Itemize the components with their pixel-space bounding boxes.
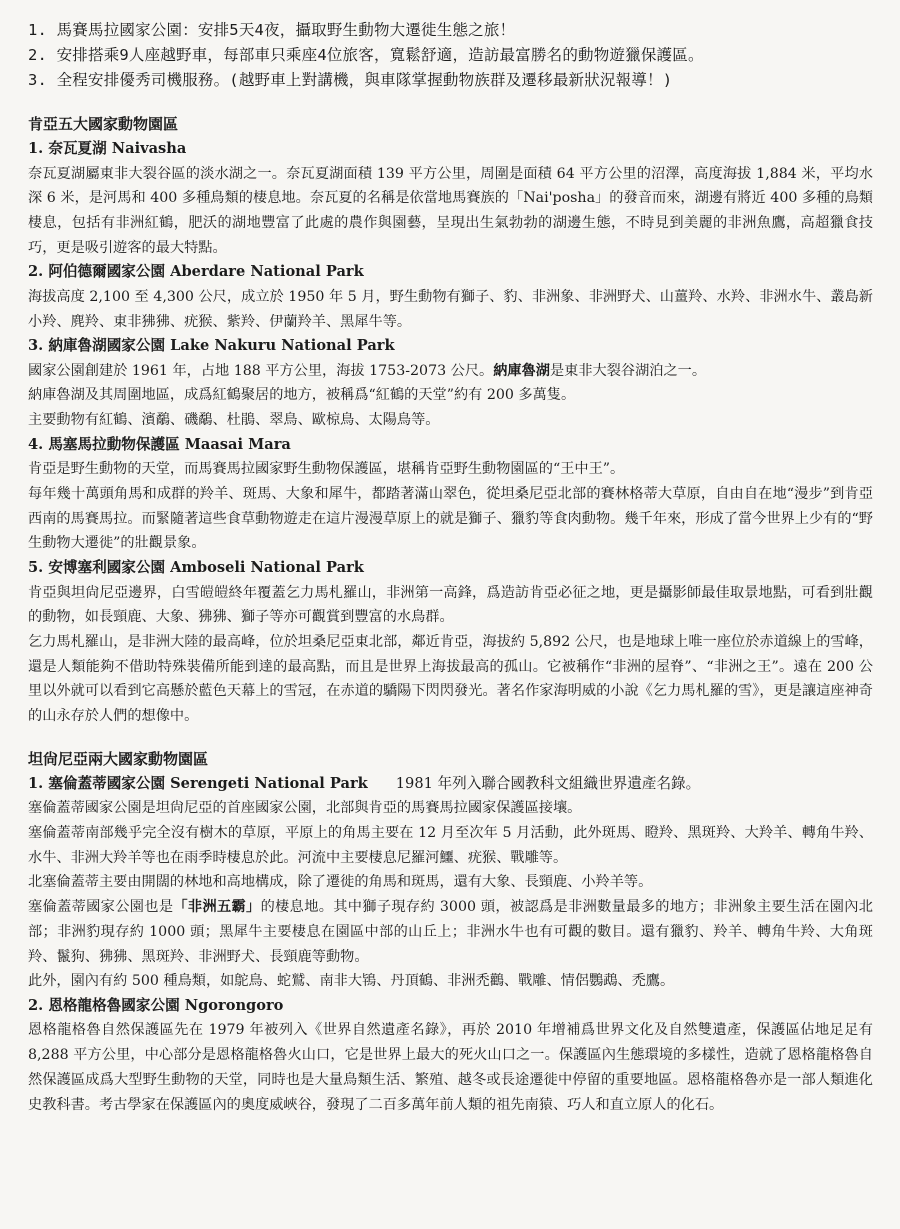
highlighted-name: 「非洲五霸」 [173,899,261,916]
park-paragraph: 此外，園內有約 500 種鳥類，如鴕鳥、蛇鷲、南非大鴇、丹頂鶴、非洲禿鸛、戰雕、情侶鸚鵡、禿鷹。 [28,973,675,990]
park-title: 1. 塞倫蓋蒂國家公園 Serengeti National Park [28,774,368,792]
park-title: 1. 奈瓦夏湖 Naivasha [28,140,187,157]
park-paragraph: 海拔高度 2,100 至 4,300 公尺，成立於 1950 年 5 月，野生動物有獅子、豹、非洲象、非洲野犬、山薑羚、水羚、非洲水牛、叢島新小羚、麂羚、東非狒狒、疣猴、紫羚、伊蘭羚羊、黑犀牛等。 [28,288,873,330]
park-paragraph: 恩格龍格魯自然保護區先在 1979 年被列入《世界自然遺產名錄》，再於 2010 年增補爲世界文化及自然雙遺產，保護區佔地足足有 8,288 平方公里，中心部分是恩格龍格魯火山口，它是世界上最大的死火山口之一。保護區內生態環境的多樣性，造就了恩格龍格魯自然保護區成爲大型野生動物的天堂，同時也是大量鳥類生活、繁殖、越冬或長途遷徙中停留的重要地區。恩格龍格魯亦是一部人類進化史教科書。考古學家在保護區內的奧度威峽谷，發現了二百多萬年前人類的祖先南猿、巧人和直立原人的化石。 [28,1022,873,1113]
park-ngorongoro [28,994,873,1117]
region-heading-tanzania: 坦尙尼亞兩大國家動物園區 [28,749,209,768]
section-spacer [28,729,873,747]
park-descriptions [28,112,873,1117]
park-paragraph: 納庫魯湖及其周圍地區，成爲紅鶴聚居的地方，被稱爲“紅鶴的天堂”約有 200 多萬隻。 [28,387,576,404]
park-lake-nakuru [28,334,873,433]
park-paragraph: 塞倫蓋蒂南部幾乎完全沒有樹木的草原，平原上的角馬主要在 12 月至次年 5 月活動，此外斑馬、瞪羚、黑斑羚、大羚羊、轉角牛羚、水牛、非洲大羚羊等也在雨季時棲息於此。河流中主要棲息尼羅河鱷、疣猴、戰雕等。 [28,825,873,866]
park-title-row [28,772,873,797]
park-paragraph: 塞倫蓋蒂國家公園是坦尙尼亞的首座國家公園，北部與肯亞的馬賽馬拉國家保護區接壤。 [28,800,582,817]
paragraph-text: 的棲息地。其中獅子現存約 3000 頭，被認爲是非洲數量最多的地方；非洲象主要生活在園內北部；非洲豹現存約 1000 頭；黑犀牛主要棲息在園區中部的山丘上；非洲水牛也有可觀的數目。還有獵豹、羚羊、轉角牛羚、大角斑羚、鬣狗、狒狒、黑斑羚、非洲野犬、長頸鹿等動物。 [28,899,873,965]
park-paragraph: 北塞倫蓋蒂主要由開闊的林地和高地構成，除了遷徙的角馬和斑馬，還有大象、長頸鹿、小羚羊等。 [28,874,653,891]
highlight-line: 1. 馬賽馬拉國家公園：安排5天4夜，攝取野生動物大遷徙生態之旅！ [28,21,516,39]
paragraph-text: 是東非大裂谷湖泊之一。 [549,362,707,379]
paragraph-text: 國家公園創建於 1961 年，占地 188 平方公里，海拔 1753-2073 公尺。 [28,362,494,379]
highlight-line: 3. 全程安排優秀司機服務。(越野車上對講機，與車隊掌握動物族群及遷移最新狀況報導！) [28,71,673,89]
park-title: 5. 安博塞利國家公園 Amboseli National Park [28,559,364,577]
highlight-line: 2. 安排搭乘9人座越野車，每部車只乘座4位旅客，寬鬆舒適，造訪最富勝名的動物遊獵保護區。 [28,46,704,64]
park-naivasha [28,137,873,260]
park-paragraph [28,895,873,969]
park-paragraph: 肯亞是野生動物的天堂，而馬賽馬拉國家野生動物保護區，堪稱肯亞野生動物園區的“王中王”。 [28,461,625,478]
highlighted-name: 納庫魯湖 [493,362,550,379]
park-title: 4. 馬塞馬拉動物保護區 Maasai Mara [28,435,291,453]
park-title: 2. 阿伯德爾國家公園 Aberdare National Park [28,263,364,281]
heritage-note: 1981 年列入聯合國教科文組織世界遺產名錄。 [395,774,701,792]
region-heading-kenya: 肯亞五大國家動物園區 [28,115,179,133]
park-maasai-mara [28,433,873,556]
park-paragraph: 肯亞與坦尙尼亞邊界，白雪皚皚終年覆蓋乞力馬札羅山，非洲第一高鋒，爲造訪肯亞必征之地，更是攝影師最佳取景地點，可看到壯觀的動物，如長頸鹿、大象、狒狒、獅子等亦可觀賞到豐富的水鳥群。 [28,584,873,626]
park-title: 3. 納庫魯湖國家公園 Lake Nakuru National Park [28,337,395,355]
park-paragraph: 奈瓦夏湖屬東非大裂谷區的淡水湖之一。奈瓦夏湖面積 139 平方公里，周圍是面積 64 平方公里的沼澤，高度海拔 1,884 米，平均水深 6 米，是河馬和 400 多種鳥類的棲息地。奈瓦夏的名稱是依當地馬賽族的「Nai'posha」的發音而來，湖邊有將近 400 多種的鳥類棲息，包括有非洲紅鶴，肥沃的湖地豐富了此處的農作與園藝，呈現出生氣勃勃的湖邊生態，不時見到美麗的非洲魚鷹，高超獵食技巧，更是吸引遊客的最大特點。 [28,165,873,256]
park-paragraph: 乞力馬札羅山，是非洲大陸的最高峰，位於坦桑尼亞東北部，鄰近肯亞，海拔約 5,892 公尺，也是地球上唯一座位於赤道線上的雪峰，還是人類能夠不借助特殊裝備所能到達的最高點，而且是世界上海拔最高的孤山。它被稱作“非洲的屋脊”、“非洲之王”。遠在 200 公里以外就可以看到它高懸於藍色天幕上的雪冠，在赤道的驕陽下閃閃發光。著名作家海明威的小說《乞力馬札羅的雪》，更是讓這座神奇的山永存於人們的想像中。 [28,634,873,725]
park-title: 2. 恩格龍格魯國家公園 Ngorongoro [28,996,284,1014]
park-paragraph: 每年幾十萬頭角馬和成群的羚羊、斑馬、大象和犀牛，都踏著滿山翠色，從坦桑尼亞北部的賽林格蒂大草原，自由自在地“漫步”到肯亞西南的馬賽馬拉。而緊隨著這些食草動物遊走在這片漫漫草原上的就是獅子、獵豹等食肉動物。幾千年來，形成了當今世界上少有的“野生動物大遷徙”的壯觀景象。 [28,486,873,552]
paragraph-text: 塞倫蓋蒂國家公園也是 [28,899,174,916]
tour-highlights [28,18,888,93]
park-paragraph [28,359,873,384]
park-serengeti [28,772,873,994]
park-aberdare [28,260,873,334]
park-amboseli [28,556,873,729]
park-paragraph: 主要動物有紅鶴、濱鷸、磯鷸、杜鵑、翠鳥、歐椋鳥、太陽鳥等。 [28,412,440,429]
